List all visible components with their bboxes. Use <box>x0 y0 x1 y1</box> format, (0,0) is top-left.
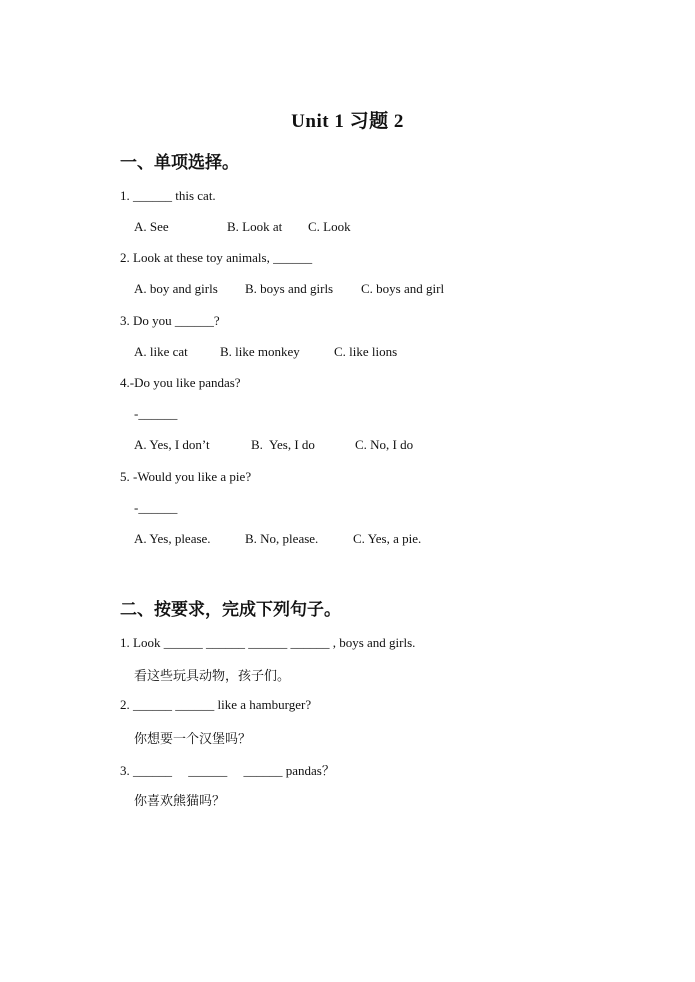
question-2-option-b: B. boys and girls <box>245 281 334 296</box>
question-3-option-c: C. like lions <box>334 344 398 359</box>
question-1-option-b: B. Look at <box>227 219 283 234</box>
question-4-option-b: B. Yes, I do <box>251 437 315 452</box>
question-1-option-c: C. Look <box>308 219 351 234</box>
question-5-option-b: B. No, please. <box>245 531 319 546</box>
sentence-1-stem: 1. Look ______ ______ ______ ______ , boys and girls. <box>120 635 416 650</box>
question-4-option-a: A. Yes, I don’t <box>134 437 210 452</box>
question-3-option-a: A. like cat <box>134 344 188 359</box>
question-5-answer-blank: -______ <box>134 500 178 515</box>
section-1-heading: 一、单项选择。 <box>120 153 239 173</box>
question-1-stem: 1. ______ this cat. <box>120 188 216 203</box>
section-2-heading: 二、按要求，完成下列句子。 <box>120 600 341 620</box>
question-4-option-c: C. No, I do <box>355 437 414 452</box>
sentence-2-chinese: 你想要一个汉堡吗？ <box>134 732 252 747</box>
sentence-2-stem: 2. ______ ______ like a hamburger? <box>120 697 312 712</box>
question-4-answer-blank: -______ <box>134 406 178 421</box>
question-3-option-b: B. like monkey <box>220 344 300 359</box>
question-2-option-a: A. boy and girls <box>134 281 218 296</box>
question-1-option-a: A. See <box>134 219 169 234</box>
page-title: Unit 1 习题 2 <box>291 111 404 132</box>
sentence-3-chinese: 你喜欢熊猫吗？ <box>134 794 226 809</box>
question-5-option-c: C. Yes, a pie. <box>353 531 422 546</box>
question-2-stem: 2. Look at these toy animals, ______ <box>120 250 313 265</box>
question-2-option-c: C. boys and girl <box>361 281 445 296</box>
sentence-3-stem: 3. ______ ______ ______ pandas？ <box>120 763 335 778</box>
question-5-stem: 5. -Would you like a pie? <box>120 469 252 484</box>
question-4-stem: 4.-Do you like pandas? <box>120 375 241 390</box>
question-3-stem: 3. Do you ______? <box>120 313 220 328</box>
sentence-1-chinese: 看这些玩具动物，孩子们。 <box>134 669 291 684</box>
question-5-option-a: A. Yes, please. <box>134 531 211 546</box>
